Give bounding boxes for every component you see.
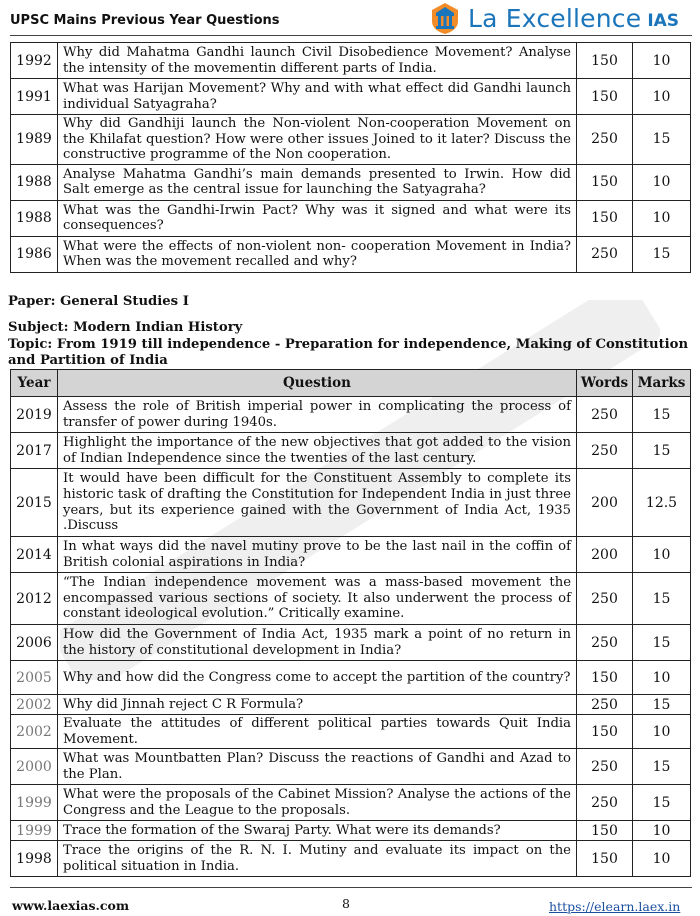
year-cell: 2015 xyxy=(11,469,58,537)
table-row xyxy=(11,573,691,625)
table-row xyxy=(11,433,691,469)
header-divider xyxy=(10,35,692,36)
year-cell: 1988 xyxy=(11,200,58,236)
marks-cell: 15 xyxy=(633,625,691,661)
words-cell: 250 xyxy=(577,695,633,715)
question-cell: Why did Mahatma Gandhi launch Civil Disobedience Movement? Analyse the intensity of the movementin different parts of India. xyxy=(58,43,577,79)
words-cell: 200 xyxy=(577,537,633,573)
words-cell: 200 xyxy=(577,469,633,537)
footer-elearn-link[interactable]: https://elearn.laex.in xyxy=(549,899,681,914)
words-cell: 250 xyxy=(577,397,633,433)
marks-cell: 10 xyxy=(633,537,691,573)
marks-cell: 15 xyxy=(633,749,691,785)
year-cell: 2005 xyxy=(11,661,58,695)
year-cell: 2002 xyxy=(11,715,58,749)
words-cell: 150 xyxy=(577,841,633,877)
words-cell: 150 xyxy=(577,715,633,749)
page-number: 8 xyxy=(342,896,350,911)
table-header-row xyxy=(11,370,691,397)
question-cell: Analyse Mahatma Gandhi’s main demands presented to Irwin. How did Salt emerge as the central issue for launching the Satyagraha? xyxy=(58,164,577,200)
words-cell: 250 xyxy=(577,785,633,821)
year-cell: 2019 xyxy=(11,397,58,433)
marks-cell: 10 xyxy=(633,164,691,200)
year-cell: 1988 xyxy=(11,164,58,200)
paper-heading: Paper: General Studies I xyxy=(8,294,189,309)
year-cell: 2012 xyxy=(11,573,58,625)
year-cell: 2002 xyxy=(11,695,58,715)
table-row xyxy=(11,469,691,537)
marks-cell: 10 xyxy=(633,200,691,236)
words-cell: 150 xyxy=(577,661,633,695)
subject-heading: Subject: Modern Indian History xyxy=(8,320,243,335)
question-cell: What was Mountbatten Plan? Discuss the reactions of Gandhi and Azad to the Plan. xyxy=(58,749,577,785)
logo-text: La Excellence xyxy=(468,3,642,33)
marks-cell: 15 xyxy=(633,785,691,821)
marks-cell: 15 xyxy=(633,397,691,433)
table-row xyxy=(11,821,691,841)
year-cell: 1989 xyxy=(11,115,58,165)
col-header-year: Year xyxy=(11,370,58,397)
words-cell: 250 xyxy=(577,236,633,272)
table-row xyxy=(11,115,691,165)
words-cell: 150 xyxy=(577,43,633,79)
table-row xyxy=(11,715,691,749)
question-cell: Evaluate the attitudes of different political parties towards Quit India Movement. xyxy=(58,715,577,749)
marks-cell: 15 xyxy=(633,573,691,625)
marks-cell: 15 xyxy=(633,695,691,715)
question-cell: What was the Gandhi-Irwin Pact? Why was it signed and what were its consequences? xyxy=(58,200,577,236)
table-row xyxy=(11,43,691,79)
marks-cell: 15 xyxy=(633,236,691,272)
marks-cell: 10 xyxy=(633,43,691,79)
brand-logo xyxy=(428,0,679,36)
marks-cell: 12.5 xyxy=(633,469,691,537)
marks-cell: 15 xyxy=(633,115,691,165)
year-cell: 1998 xyxy=(11,841,58,877)
question-cell: Why and how did the Congress come to accept the partition of the country? xyxy=(58,661,577,695)
question-cell: Why did Jinnah reject C R Formula? xyxy=(58,695,577,715)
year-cell: 2017 xyxy=(11,433,58,469)
table-row xyxy=(11,200,691,236)
table-row xyxy=(11,625,691,661)
table-row xyxy=(11,537,691,573)
question-cell: Highlight the importance of the new objectives that got added to the vision of Indian Independence since the twenties of the last century. xyxy=(58,433,577,469)
words-cell: 150 xyxy=(577,164,633,200)
col-header-question: Question xyxy=(58,370,577,397)
table-row xyxy=(11,236,691,272)
footer-website-link[interactable]: www.laexias.com xyxy=(12,898,130,913)
header-title: UPSC Mains Previous Year Questions xyxy=(10,13,280,28)
words-cell: 150 xyxy=(577,200,633,236)
marks-cell: 10 xyxy=(633,821,691,841)
year-cell: 1992 xyxy=(11,43,58,79)
marks-cell: 10 xyxy=(633,79,691,115)
col-header-marks: Marks xyxy=(633,370,691,397)
words-cell: 250 xyxy=(577,573,633,625)
question-cell: What were the effects of non-violent non- cooperation Movement in India?When was the movement recalled and why? xyxy=(58,236,577,272)
marks-cell: 15 xyxy=(633,433,691,469)
question-cell: Assess the role of British imperial power in complicating the process of transfer of power during 1940s. xyxy=(58,397,577,433)
marks-cell: 10 xyxy=(633,841,691,877)
question-cell: Trace the origins of the R. N. I. Mutiny and evaluate its impact on the political situation in India. xyxy=(58,841,577,877)
footer-divider xyxy=(10,887,692,888)
year-cell: 2000 xyxy=(11,749,58,785)
logo-sub: IAS xyxy=(647,11,680,31)
question-cell: Why did Gandhiji launch the Non-violent Non-cooperation Movement on the Khilafat question? How were other issues Joined to it later? Discuss the constructive programme of the Non cooperation. xyxy=(58,115,577,165)
year-cell: 1999 xyxy=(11,821,58,841)
year-cell: 2014 xyxy=(11,537,58,573)
question-cell: How did the Government of India Act, 1935 mark a point of no return in the history of constitutional development in India? xyxy=(58,625,577,661)
year-cell: 1986 xyxy=(11,236,58,272)
col-header-words: Words xyxy=(577,370,633,397)
topic-heading: Topic: From 1919 till independence - Preparation for independence, Making of Constitution and Partition of India xyxy=(8,337,689,368)
question-cell: It would have been difficult for the Constituent Assembly to complete its historic task of drafting the Constitution for Independent India in just three years, but its experience gained with the Government of India Act, 1935 .Discuss xyxy=(58,469,577,537)
words-cell: 250 xyxy=(577,625,633,661)
words-cell: 250 xyxy=(577,433,633,469)
table-row xyxy=(11,841,691,877)
year-cell: 1999 xyxy=(11,785,58,821)
question-cell: Trace the formation of the Swaraj Party. What were its demands? xyxy=(58,821,577,841)
table-row xyxy=(11,785,691,821)
table-row xyxy=(11,695,691,715)
page-header xyxy=(0,0,700,42)
words-cell: 250 xyxy=(577,115,633,165)
emblem-icon xyxy=(428,1,462,35)
year-cell: 2006 xyxy=(11,625,58,661)
words-cell: 150 xyxy=(577,79,633,115)
question-cell: What were the proposals of the Cabinet Mission? Analyse the actions of the Congress and the League to the proposals. xyxy=(58,785,577,821)
table-row xyxy=(11,749,691,785)
table-row xyxy=(11,164,691,200)
words-cell: 250 xyxy=(577,749,633,785)
words-cell: 150 xyxy=(577,821,633,841)
question-cell: “The Indian independence movement was a mass-based movement the encompassed various sections of society. It also underwent the process of constant ideological evolution.” Critically examine. xyxy=(58,573,577,625)
question-cell: In what ways did the navel mutiny prove to be the last nail in the coffin of British colonial aspirations in India? xyxy=(58,537,577,573)
marks-cell: 10 xyxy=(633,661,691,695)
question-cell: What was Harijan Movement? Why and with what effect did Gandhi launch individual Satyagraha? xyxy=(58,79,577,115)
questions-table-continued xyxy=(10,42,691,273)
table-row xyxy=(11,661,691,695)
table-row xyxy=(11,397,691,433)
questions-table xyxy=(10,369,691,877)
table-row xyxy=(11,79,691,115)
year-cell: 1991 xyxy=(11,79,58,115)
marks-cell: 10 xyxy=(633,715,691,749)
